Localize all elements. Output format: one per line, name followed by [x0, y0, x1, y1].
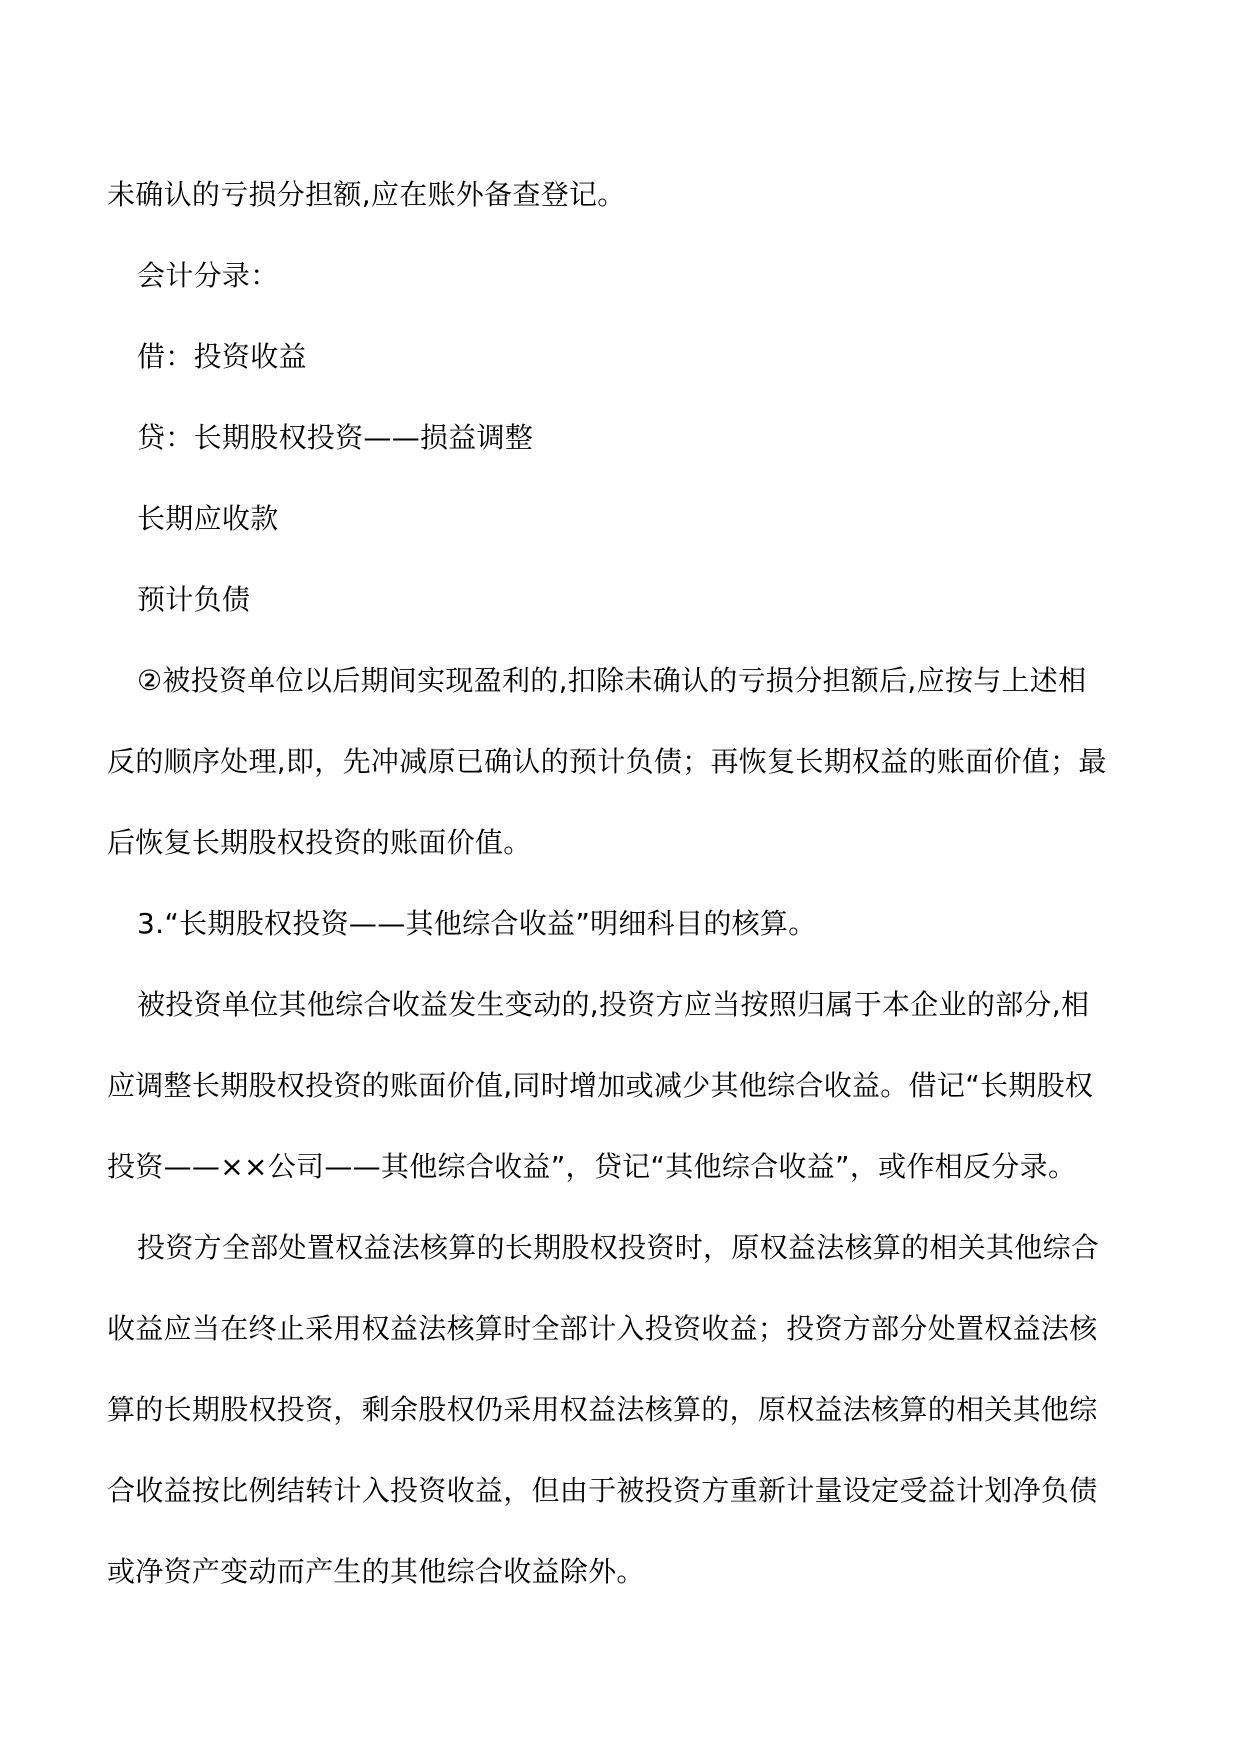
paragraph-line: 预计负债 [137, 583, 251, 616]
paragraph-line: 投资方全部处置权益法核算的长期股权投资时，原权益法核算的相关其他综合 [137, 1231, 1100, 1264]
paragraph-line: 收益应当在终止采用权益法核算时全部计入投资收益；投资方部分处置权益法核 [107, 1312, 1098, 1345]
paragraph-line: 应调整长期股权投资的账面价值,同时增加或减少其他综合收益。借记“长期股权 [107, 1069, 1094, 1102]
paragraph-line: 贷：长期股权投资——损益调整 [137, 421, 534, 454]
paragraph-line: 或净资产变动而产生的其他综合收益除外。 [107, 1555, 645, 1588]
paragraph-line: 长期应收款 [137, 502, 279, 535]
section-heading: 3.“长期股权投资——其他综合收益”明细科目的核算。 [137, 907, 817, 940]
paragraph-line: ②被投资单位以后期间实现盈利的,扣除未确认的亏损分担额后,应按与上述相 [137, 664, 1087, 697]
paragraph-line: 投资——××公司——其他综合收益”，贷记“其他综合收益”，或作相反分录。 [107, 1150, 1077, 1183]
document-body [107, 154, 1137, 1612]
paragraph-line: 合收益按比例结转计入投资收益，但由于被投资方重新计量设定受益计划净负债 [107, 1474, 1098, 1507]
paragraph-line: 会计分录： [137, 259, 279, 292]
paragraph-line: 未确认的亏损分担额,应在账外备查登记。 [107, 178, 626, 211]
paragraph-line: 后恢复长期股权投资的账面价值。 [107, 826, 532, 859]
paragraph-line: 算的长期股权投资，剩余股权仍采用权益法核算的，原权益法核算的相关其他综 [107, 1393, 1098, 1426]
paragraph-line: 被投资单位其他综合收益发生变动的,投资方应当按照归属于本企业的部分,相 [137, 988, 1090, 1021]
paragraph-line: 借：投资收益 [137, 340, 307, 373]
paragraph-line: 反的顺序处理,即，先冲减原已确认的预计负债；再恢复长期权益的账面价值；最 [107, 745, 1107, 778]
